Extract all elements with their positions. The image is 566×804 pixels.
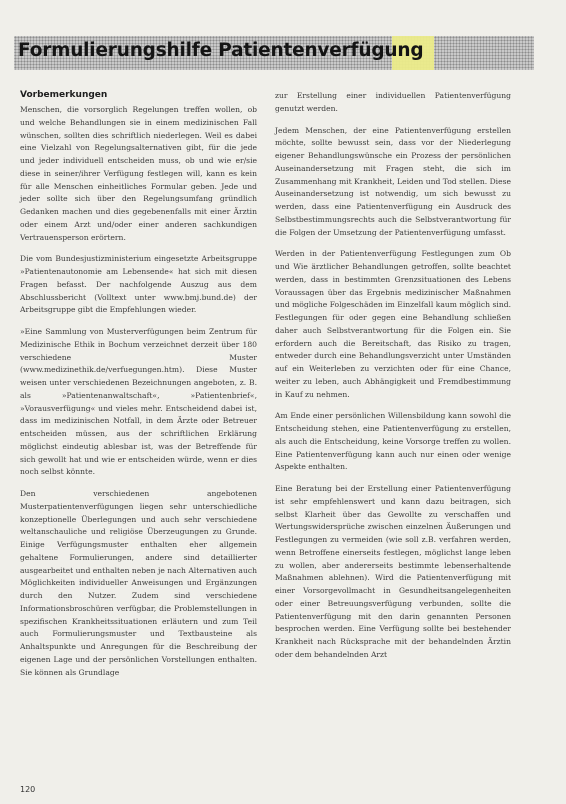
section-heading: Vorbemerkungen — [20, 90, 108, 100]
paragraph: zur Erstellung einer individuellen Patientenverfügung genutzt werden. — [275, 91, 511, 113]
paragraph: Am Ende einer persönlichen Willensbildung kann sowohl die Entscheidung stehen, eine Patientenverfügung zu erstellen, als auch die Entscheidung, keine Vorsorge treffen zu wollen. Eine Patientenverfügung kann auch nur einen oder wenige Aspekte enthalten. — [275, 411, 511, 472]
paragraph: Eine Beratung bei der Erstellung einer Patientenverfügung ist sehr empfehlenswert und kann dazu beitragen, sich selbst Klarheit über das Gewollte zu verschaffen und Wertungswidersprüche zwischen einzelnen Äußerungen und Festlegungen zu vermeiden (wie soll z.B. verfahren werden, wenn Betroffene einerseits festlegen, möglichst lange leben zu wollen, aber andererseits bestimmte lebenserhaltende Maßnahmen ablehnen). Wird die Patientenverfügung mit einer Vorsorgevollmacht in Gesundheitsangelegenheiten oder einer Betreuungsverfügung verbunden, sollte die Patientenverfügung mit den darin genannten Personen besprochen werden. Eine Verfügung sollte bei bestehender Krankheit nach Rücksprache mit der behandelnden Ärztin oder dem behandelnden Arzt — [275, 484, 511, 659]
left-column — [20, 90, 257, 688]
paragraph: »Eine Sammlung von Musterverfügungen beim Zentrum für Medizinische Ethik in Bochum verzeichnet derzeit über 180 verschiedene Muster (www.medizinethik.de/verfuegungen.htm). Diese Muster weisen unter verschiedenen Bezeichnungen angeboten, z. B. als »Patientenanwaltschaft«, »Patientenbrief«, »Vorausverfügung« und vieles mehr. Entscheidend dabei ist, dass im medizinischen Notfall, in dem Ärzte oder Betreuer entscheiden müssen, aus der schriftlichen Erklärung möglichst eindeutig ablesbar ist, was der Betreffende für sich gewollt hat und wie er entscheiden würde, wenn er dies noch selbst könnte. — [20, 327, 257, 477]
right-column — [275, 90, 511, 671]
paragraph: Jedem Menschen, der eine Patientenverfügung erstellen möchte, sollte bewusst sein, dass vor der Niederlegung eigener Behandlungswünsche ein Prozess der persönlichen Auseinandersetzung mit Fragen steht, die sich im Zusammenhang mit Krankheit, Leiden und Tod stellen. Diese Auseinandersetzung ist notwendig, um sich bewusst zu werden, dass eine Patientenverfügung ein Ausdruck des Selbstbestimmungsrechts auch die Selbstverantwortung für die Folgen der Umsetzung der Patientenverfügung umfasst. — [275, 125, 511, 237]
paragraph: Den verschiedenen angebotenen Musterpatientenverfügungen liegen sehr unterschiedliche konzeptionelle Überlegungen und auch sehr verschiedene weltanschauliche und religiöse Überzeugungen zu Grunde. Einige Verfügungsmuster enthalten eher allgemein gehaltene Formulierungen, andere sind detaillierter ausgearbeitet und enthalten neben je nach Alternativen auch Möglichkeiten individueller Anweisungen und Ergänzungen durch den Nutzer. Zudem sind verschiedene Informationsbroschüren verfügbar, die Problemstellungen in spezifischen Krankheitssituationen erläutern und zum Teil auch Formulierungsmuster und Textbausteine als Anhaltspunkte und Anregungen für die Beschreibung der eigenen Lage und der persönlichen Vorstellungen enthalten. Sie können als Grundlage — [20, 489, 257, 677]
page-title: Formulierungshilfe Patientenverfügung — [18, 40, 424, 61]
page-number: 120 — [20, 785, 36, 794]
paragraph: Die vom Bundesjustizministerium eingesetzte Arbeitsgruppe »Patientenautonomie am Lebensende« hat sich mit diesen Fragen befasst. Der nachfolgende Auszug aus dem Abschlussbericht (Volltext unter www.bmj.bund.de) der Arbeitsgruppe gibt die Empfehlungen wieder. — [20, 254, 257, 315]
paragraph: Menschen, die vorsorglich Regelungen treffen wollen, ob und welche Behandlungen sie in einem medizinischen Fall wünschen, sollten dies schriftlich niederlegen. Weil es dabei eine Vielzahl von Regelungsalternativen gibt, für die jede und jeder individuell entscheiden muss, ob und wie er/sie diese in seiner/ihrer Verfügung festlegen will, kann es kein für alle Menschen einheitliches Formular geben. Jede und jeder sollte sich über den Regelungsumfang gründlich Gedanken machen und dies gegebenenfalls mit einer Ärztin oder einem Arzt und/oder einer anderen sachkundigen Vertrauensperson erörtern. — [20, 105, 257, 242]
paragraph: Werden in der Patientenverfügung Festlegungen zum Ob und Wie ärztlicher Behandlungen getroffen, sollte beachtet werden, dass in bestimmten Grenzsituationen des Lebens Voraussagen über das Ergebnis medizinischer Maßnahmen und mögliche Folgeschäden im Einzelfall kaum möglich sind. Festlegungen für oder gegen eine Behandlung schließen daher auch Selbstverantwortung für die Folgen ein. Sie erfordern auch die Bereitschaft, das Risiko zu tragen, entweder durch eine Behandlungsverzicht unter Umständen auf ein Weiterleben zu verzichten oder für eine Chance, weiter zu leben, auch Abhängigkeit und Fremdbestimmung in Kauf zu nehmen. — [275, 249, 511, 399]
